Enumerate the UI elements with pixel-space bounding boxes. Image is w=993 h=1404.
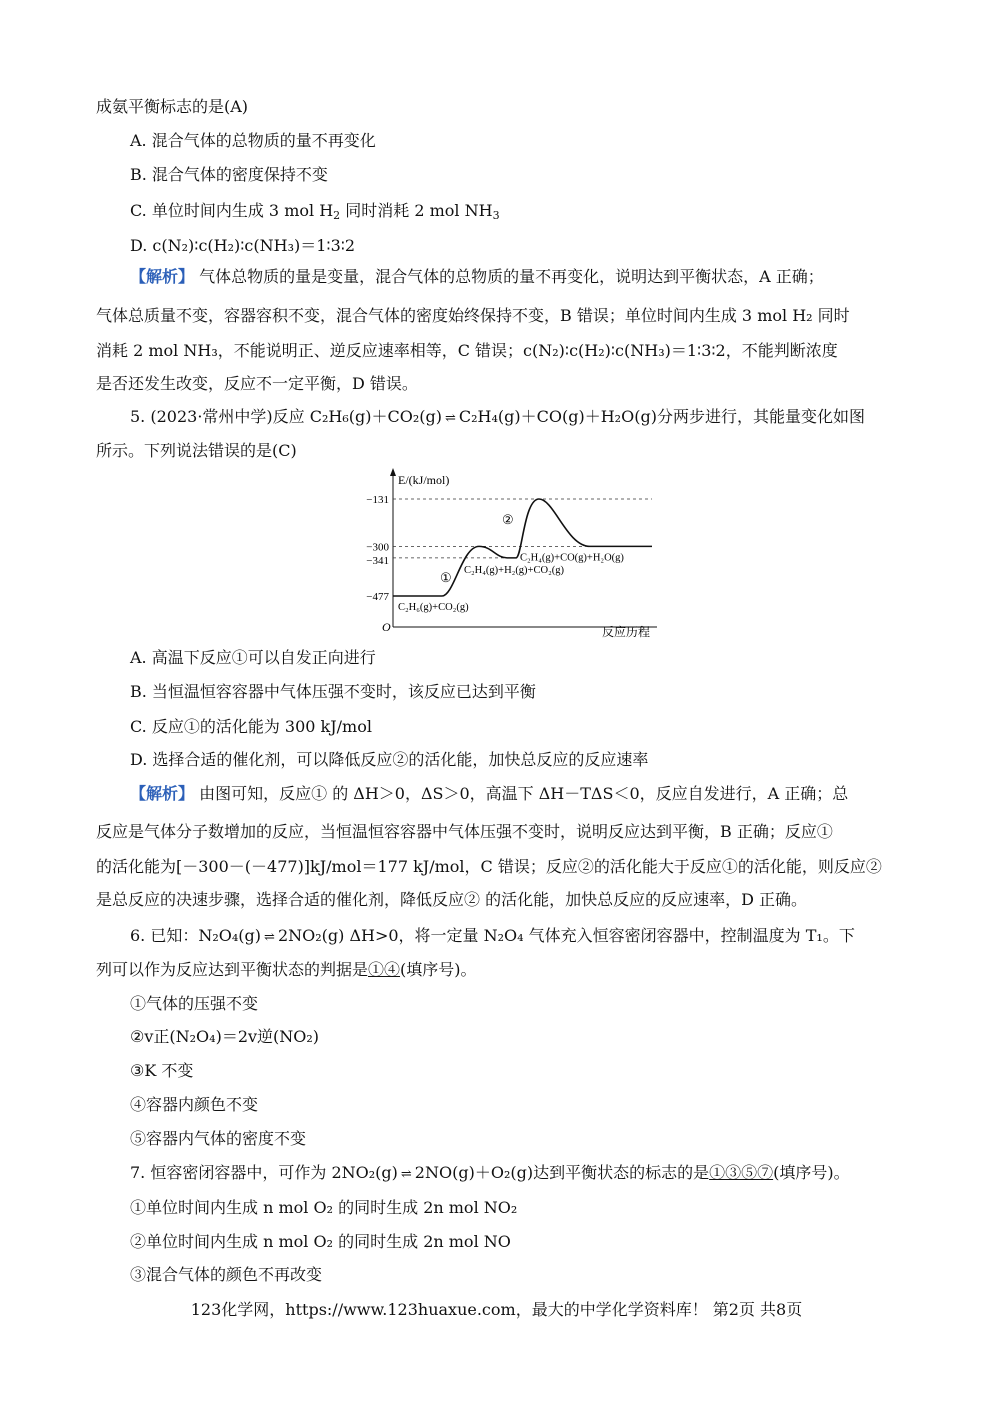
- q6-item-5: ⑤容器内气体的密度不变: [130, 1129, 307, 1148]
- step-2-label: ②: [502, 512, 514, 527]
- q5-option-a: A. 高温下反应①可以自发正向进行: [130, 648, 376, 667]
- q6-item-4: ④容器内颜色不变: [130, 1095, 259, 1114]
- y-tick-label: −300: [366, 541, 389, 554]
- step-1-label: ①: [440, 570, 452, 585]
- q5-option-c: C. 反应①的活化能为 300 kJ/mol: [130, 717, 372, 736]
- energy-profile-chart: [362, 464, 662, 644]
- y-tick-label: −477: [366, 591, 389, 603]
- q5-option-b: B. 当恒温恒容容器中气体压强不变时，该反应已达到平衡: [130, 682, 536, 701]
- q4-option-d: D. c(N₂)∶c(H₂)∶c(NH₃)＝1∶3∶2: [130, 236, 356, 255]
- equilibrium-arrow-icon: ⇌: [264, 930, 275, 945]
- q4-analysis-line4: 是否还发生改变，反应不一定平衡，D 错误。: [96, 374, 418, 393]
- q5-stem-line1: 5. (2023·常州中学)反应 C₂H₆(g)＋CO₂(g) ⇌ C₂H₄(g)＋CO(g)＋H₂O(g)分两步进行，其能量变化如图: [130, 406, 865, 430]
- q7-item-2: ②单位时间内生成 n mol O₂ 的同时生成 2n mol NO: [130, 1232, 511, 1251]
- origin-label: O: [382, 620, 391, 634]
- analysis-tag: 【解析】: [130, 784, 195, 803]
- q4-analysis-line1: 【解析】 气体总物质的量是变量，混合气体的总物质的量不再变化，说明达到平衡状态，A 正确；: [130, 267, 824, 286]
- y-tick-label: −341: [366, 554, 389, 567]
- q7-answer: ①③⑤⑦: [709, 1163, 774, 1182]
- energy-level-label: C₂H₆(g)+CO₂(g): [398, 602, 469, 613]
- page-footer: 123化学网，https://www.123huaxue.com，最大的中学化学资料库！ 第2页 共8页: [190, 1300, 803, 1319]
- q6-item-1: ①气体的压强不变: [130, 994, 259, 1013]
- analysis-tag: 【解析】: [130, 267, 195, 286]
- q5-analysis-line2: 反应是气体分子数增加的反应，当恒温恒容容器中气体压强不变时，说明反应达到平衡，B 正确；反应①: [96, 822, 833, 841]
- q5-analysis-line3: 的活化能为[－300－(－477)]kJ/mol＝177 kJ/mol，C 错误；反应②的活化能大于反应①的活化能，则反应②: [96, 857, 882, 876]
- q6-item-3: ③K 不变: [130, 1061, 194, 1080]
- x-axis-label: 反应历程: [602, 625, 651, 639]
- intro-line: 成氨平衡标志的是(A): [96, 97, 249, 116]
- q4-analysis-line2: 气体总质量不变，容器容积不变，混合气体的密度始终保持不变，B 错误；单位时间内生成 3 mol H₂ 同时: [96, 306, 850, 325]
- q4-option-c: C. 单位时间内生成 3 mol $H_2$ 同时消耗 2 mol $NH_3$: [130, 201, 500, 222]
- y-axis-label: E/(kJ/mol): [398, 473, 450, 487]
- energy-level-label: C₂H₄(g)+H₂(g)+CO₂(g): [464, 564, 564, 576]
- q4-analysis-line3: 消耗 2 mol NH₃，不能说明正、逆反应速率相等，C 错误；c(N₂)∶c(H₂)∶c(NH₃)＝1∶3∶2，不能判断浓度: [96, 341, 838, 360]
- q4-option-a: A. 混合气体的总物质的量不再变化: [130, 131, 376, 150]
- q7-item-1: ①单位时间内生成 n mol O₂ 的同时生成 2n mol NO₂: [130, 1198, 518, 1217]
- q5-analysis-line4: 是总反应的决速步骤，选择合适的催化剂，降低反应② 的活化能，加快总反应的反应速率，D 正确。: [96, 890, 808, 909]
- energy-curve: [393, 499, 652, 596]
- q5-option-d: D. 选择合适的催化剂，可以降低反应②的活化能，加快总反应的反应速率: [130, 750, 649, 769]
- y-tick-label: −131: [366, 494, 389, 506]
- q5-stem-line2: 所示。下列说法错误的是(C): [96, 441, 297, 460]
- q6-stem-line1: 6. 已知：N₂O₄(g) ⇌ 2NO₂(g) ΔH>0，将一定量 N₂O₄ 气体充入恒容密闭容器中，控制温度为 T₁。下: [130, 925, 855, 949]
- q6-answer: ①④: [368, 960, 401, 979]
- q7-stem: 7. 恒容密闭容器中，可作为 2NO₂(g) ⇌ 2NO(g)＋O₂(g)达到平衡状态的标志的是①③⑤⑦(填序号)。: [130, 1162, 850, 1186]
- equilibrium-arrow-icon: ⇌: [444, 411, 456, 426]
- equilibrium-arrow-icon: ⇌: [400, 1167, 412, 1182]
- q5-analysis-line1: 【解析】 由图可知，反应① 的 ΔH＞0，ΔS＞0，高温下 ΔH－TΔS＜0，反应自发进行，A 正确；总: [130, 784, 849, 803]
- energy-level-label: C₂H₄(g)+CO(g)+H₂O(g): [520, 552, 624, 564]
- q7-item-3: ③混合气体的颜色不再改变: [130, 1265, 323, 1284]
- q4-option-b: B. 混合气体的密度保持不变: [130, 165, 328, 184]
- q6-stem-line2: 列可以作为反应达到平衡状态的判据是①④(填序号)。: [96, 960, 477, 979]
- q6-item-2: ②v正(N₂O₄)＝2v逆(NO₂): [130, 1027, 320, 1046]
